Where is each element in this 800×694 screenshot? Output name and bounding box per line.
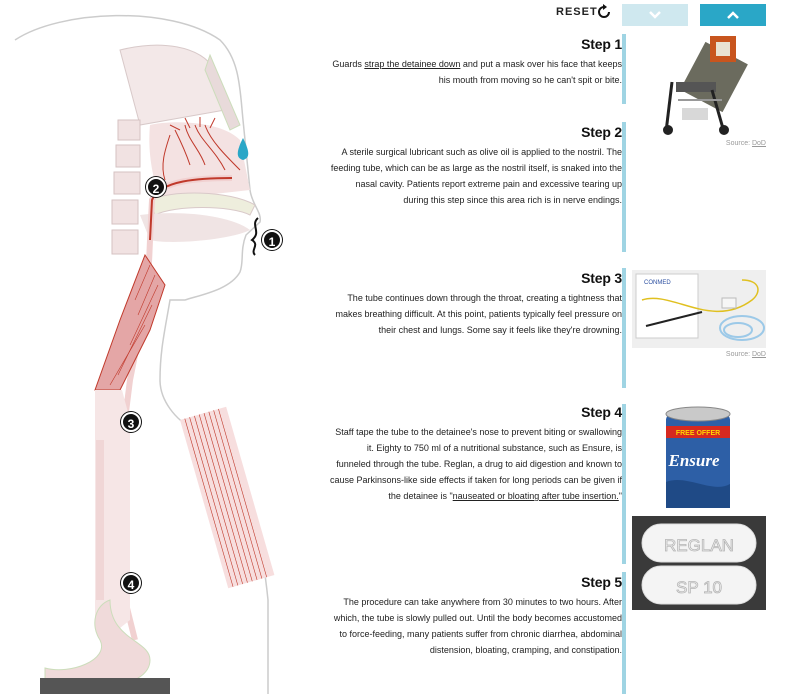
restraint-chair-photo xyxy=(632,32,766,138)
step-5-title: Step 5 xyxy=(581,574,622,590)
ensure-can-photo xyxy=(632,404,766,514)
marker-3[interactable]: 3 xyxy=(121,412,141,432)
anatomy-illustration xyxy=(0,0,330,694)
step-1-rail xyxy=(622,34,626,104)
step-1 xyxy=(330,36,622,88)
source-step-1: Source: DoD xyxy=(725,140,766,147)
marker-4[interactable]: 4 xyxy=(121,573,141,593)
step-1-link[interactable]: strap the detainee down xyxy=(364,59,461,69)
next-step-button[interactable] xyxy=(622,4,688,26)
reglan-pill-photo xyxy=(632,516,766,610)
reset-icon[interactable] xyxy=(596,4,612,20)
step-5-rail xyxy=(622,572,626,694)
chevron-up-icon xyxy=(726,10,740,20)
tubing-card-label: CONMED xyxy=(644,280,671,286)
ensure-brand: Ensure xyxy=(668,451,720,470)
ensure-banner: FREE OFFER xyxy=(675,430,721,437)
source-link-step-3[interactable]: DoD xyxy=(751,351,766,358)
step-1-title: Step 1 xyxy=(581,36,622,52)
step-3 xyxy=(330,270,622,338)
step-4-title: Step 4 xyxy=(581,404,622,420)
step-4 xyxy=(330,404,622,504)
previous-step-button[interactable] xyxy=(700,4,766,26)
chevron-down-icon xyxy=(648,10,662,20)
marker-2[interactable]: 2 xyxy=(146,177,166,197)
step-2-title: Step 2 xyxy=(581,124,622,140)
step-5 xyxy=(330,574,622,658)
step-3-rail xyxy=(622,268,626,388)
step-2 xyxy=(330,124,622,208)
feeding-tube-kit-photo xyxy=(632,270,766,348)
step-4-link[interactable]: nauseated or bloating after tube insertion. xyxy=(452,491,619,501)
step-3-text: The tube continues down through the throat, creating a tightness that makes breathing difficult. At this point, patients typically feel pressure on their chest and lungs. Some say it feels like they're drowning. xyxy=(335,293,622,335)
step-2-text: A sterile surgical lubricant such as olive oil is applied to the nostril. The feeding tube, which can be as large as the nostril itself, is snaked into the nasal cavity. Patients report extreme pain and excessive tearing up during this step since this area rich is in nerve endings. xyxy=(330,147,622,205)
source-step-3: Source: DoD xyxy=(725,351,766,358)
step-1-text: Guards strap the detainee down and put a mask over his face that keeps his mouth from moving so he can't spit or bite. xyxy=(332,59,622,85)
source-link-step-1[interactable]: DoD xyxy=(751,140,766,147)
step-2-rail xyxy=(622,122,626,252)
pill-text-2: SP 10 xyxy=(675,578,723,597)
pill-text-1: REGLAN xyxy=(664,536,734,555)
marker-1[interactable]: 1 xyxy=(262,230,282,250)
step-3-title: Step 3 xyxy=(581,270,622,286)
reset-button[interactable]: RESET xyxy=(556,6,598,18)
step-4-text: Staff tape the tube to the detainee's nose to prevent biting or swallowing it. Eighty to 750 ml of a nutritional substance, such as Ensure, is funneled through the tube. Reglan, a drug to aid digestion and known to cause Parkinsons-like side effects if taken for long periods can be given if the detainee is "nauseated or bloating after tube insertion." xyxy=(330,427,622,501)
step-5-text: The procedure can take anywhere from 30 minutes to two hours. After which, the tube is slowly pulled out. Until the body becomes accustomed to force-feeding, many patients suffer from chronic diarrhea, abdominal distension, bloating, cramping, and constipation. xyxy=(333,597,622,655)
step-4-rail xyxy=(622,404,626,564)
